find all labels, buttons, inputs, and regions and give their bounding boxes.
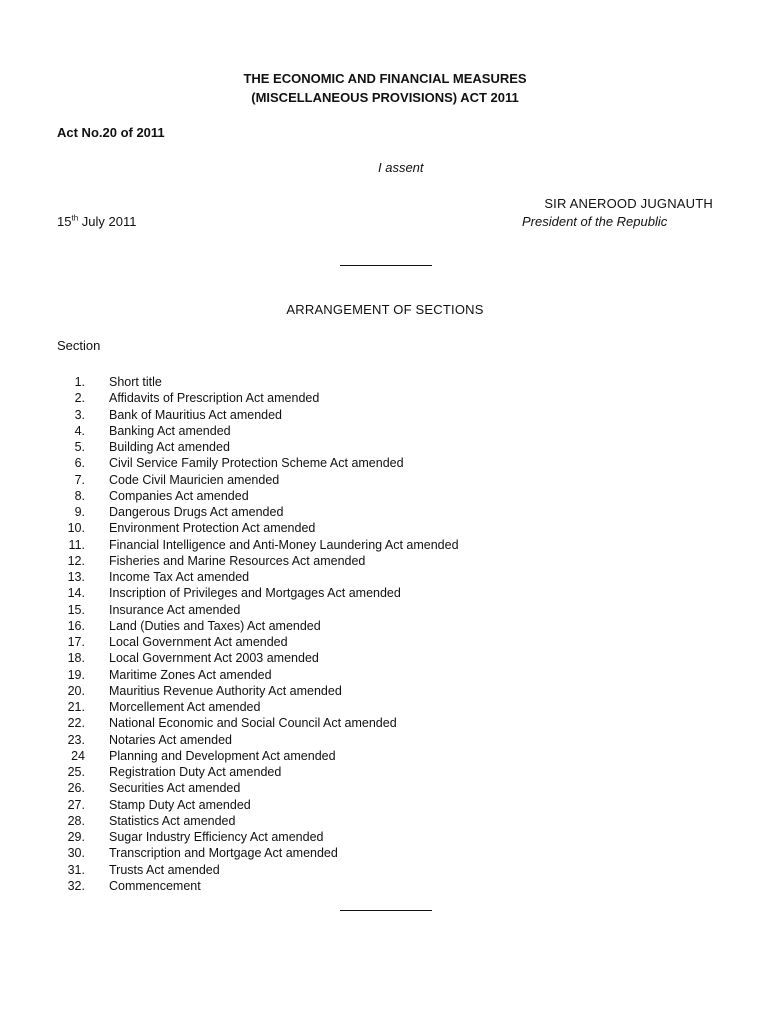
section-list-item: [57, 423, 717, 439]
section-title: Dangerous Drugs Act amended: [109, 505, 284, 519]
assent-date: [57, 214, 136, 229]
section-list-item: [57, 634, 717, 650]
section-list-item: [57, 488, 717, 504]
divider-bottom: [340, 910, 432, 911]
section-title: Maritime Zones Act amended: [109, 667, 272, 682]
section-number: 8.: [74, 488, 85, 503]
section-title: Short title: [109, 375, 162, 389]
section-title: Fisheries and Marine Resources Act amended: [109, 553, 366, 568]
section-column-label: Section: [57, 338, 101, 353]
date-month-year: July 2011: [78, 214, 137, 229]
section-number: 21.: [67, 700, 85, 714]
act-number: Act No.20 of 2011: [57, 125, 165, 140]
section-list-item: [57, 569, 717, 585]
section-number: 29.: [67, 830, 85, 844]
section-number: 28.: [67, 813, 85, 828]
section-title: Mauritius Revenue Authority Act amended: [109, 683, 342, 698]
president-title: President of the Republic: [522, 214, 668, 229]
section-title: Banking Act amended: [109, 423, 231, 438]
section-number: 32.: [67, 878, 85, 893]
section-number: 3.: [74, 407, 85, 422]
section-number: 4.: [74, 423, 85, 438]
section-number: 25.: [67, 765, 85, 779]
section-list-item: [57, 650, 717, 666]
president-name: SIR ANEROOD JUGNAUTH: [544, 196, 713, 211]
section-title: Income Tax Act amended: [109, 570, 250, 584]
section-list-item: [57, 374, 717, 390]
section-title: Notaries Act amended: [109, 732, 232, 747]
date-suffix: th: [71, 213, 79, 223]
section-list-item: [57, 455, 717, 471]
section-title: Commencement: [109, 878, 201, 893]
document-title-line-1: THE ECONOMIC AND FINANCIAL MEASURES: [243, 71, 527, 86]
section-list-item: [57, 862, 717, 878]
section-number: 7.: [74, 472, 85, 487]
section-number: 22.: [67, 716, 85, 731]
section-title: Civil Service Family Protection Scheme Act amended: [109, 456, 404, 471]
sections-list: [57, 374, 717, 894]
section-title: Financial Intelligence and Anti-Money Laundering Act amended: [109, 537, 459, 552]
section-number: 19.: [67, 667, 85, 682]
section-list-item: [57, 845, 717, 861]
section-number: 18.: [67, 651, 85, 666]
section-list-item: [57, 683, 717, 699]
section-title: Code Civil Mauricien amended: [109, 472, 280, 487]
section-title: Building Act amended: [109, 440, 230, 454]
section-list-item: [57, 797, 717, 813]
section-title: Securities Act amended: [109, 781, 241, 796]
section-number: 2.: [74, 391, 85, 406]
section-title: Trusts Act amended: [109, 862, 220, 877]
arrangement-heading: ARRANGEMENT OF SECTIONS: [286, 302, 484, 317]
section-title: Statistics Act amended: [109, 813, 236, 828]
section-list-item: [57, 715, 717, 731]
section-list-item: [57, 764, 717, 780]
section-number: 10.: [67, 521, 85, 536]
section-list-item: [57, 813, 717, 829]
section-list-item: [57, 504, 717, 520]
section-list-item: [57, 878, 717, 894]
section-title: Stamp Duty Act amended: [109, 797, 251, 812]
section-list-item: [57, 748, 717, 764]
section-title: Planning and Development Act amended: [109, 748, 336, 763]
section-list-item: [57, 520, 717, 536]
section-list-item: [57, 472, 717, 488]
section-number: 16.: [67, 618, 85, 633]
section-number: 13.: [67, 570, 85, 584]
section-list-item: [57, 780, 717, 796]
section-title: Land (Duties and Taxes) Act amended: [109, 618, 321, 633]
section-title: Local Government Act amended: [109, 635, 288, 649]
section-number: 15.: [67, 602, 85, 617]
section-list-item: [57, 585, 717, 601]
section-number: 5.: [74, 440, 85, 454]
section-list-item: [57, 699, 717, 715]
section-number: 14.: [67, 586, 85, 601]
section-number: 6.: [74, 456, 85, 471]
section-title: Inscription of Privileges and Mortgages Act amended: [109, 586, 401, 601]
section-number: 17.: [67, 635, 85, 649]
section-number: 27.: [67, 797, 85, 812]
section-number: 11.: [68, 537, 85, 552]
section-number: 1.: [74, 375, 85, 389]
section-title: Sugar Industry Efficiency Act amended: [109, 830, 324, 844]
document-title-line-2: (MISCELLANEOUS PROVISIONS) ACT 2011: [251, 90, 519, 105]
section-list-item: [57, 829, 717, 845]
section-title: Insurance Act amended: [109, 602, 241, 617]
section-title: Morcellement Act amended: [109, 700, 261, 714]
section-title: Local Government Act 2003 amended: [109, 651, 319, 666]
section-number: 9.: [74, 505, 85, 519]
divider-top: [340, 265, 432, 266]
section-list-item: [57, 439, 717, 455]
section-number: 26.: [67, 781, 85, 796]
assent-text: I assent: [378, 160, 424, 175]
section-title: Bank of Mauritius Act amended: [109, 407, 283, 422]
section-number: 24: [71, 748, 85, 763]
section-list-item: [57, 618, 717, 634]
section-list-item: [57, 553, 717, 569]
section-number: 12.: [67, 553, 85, 568]
section-title: Affidavits of Prescription Act amended: [109, 391, 320, 406]
section-list-item: [57, 390, 717, 406]
section-title: Registration Duty Act amended: [109, 765, 282, 779]
section-list-item: [57, 667, 717, 683]
date-day: 15: [57, 214, 72, 229]
section-number: 23.: [67, 732, 85, 747]
section-list-item: [57, 732, 717, 748]
section-number: 30.: [67, 846, 85, 861]
section-list-item: [57, 407, 717, 423]
section-number: 20.: [67, 683, 85, 698]
section-number: 31.: [67, 862, 85, 877]
section-list-item: [57, 602, 717, 618]
section-title: National Economic and Social Council Act amended: [109, 716, 397, 731]
section-title: Companies Act amended: [109, 488, 249, 503]
section-title: Transcription and Mortgage Act amended: [109, 846, 338, 861]
section-title: Environment Protection Act amended: [109, 521, 316, 536]
section-list-item: [57, 537, 717, 553]
